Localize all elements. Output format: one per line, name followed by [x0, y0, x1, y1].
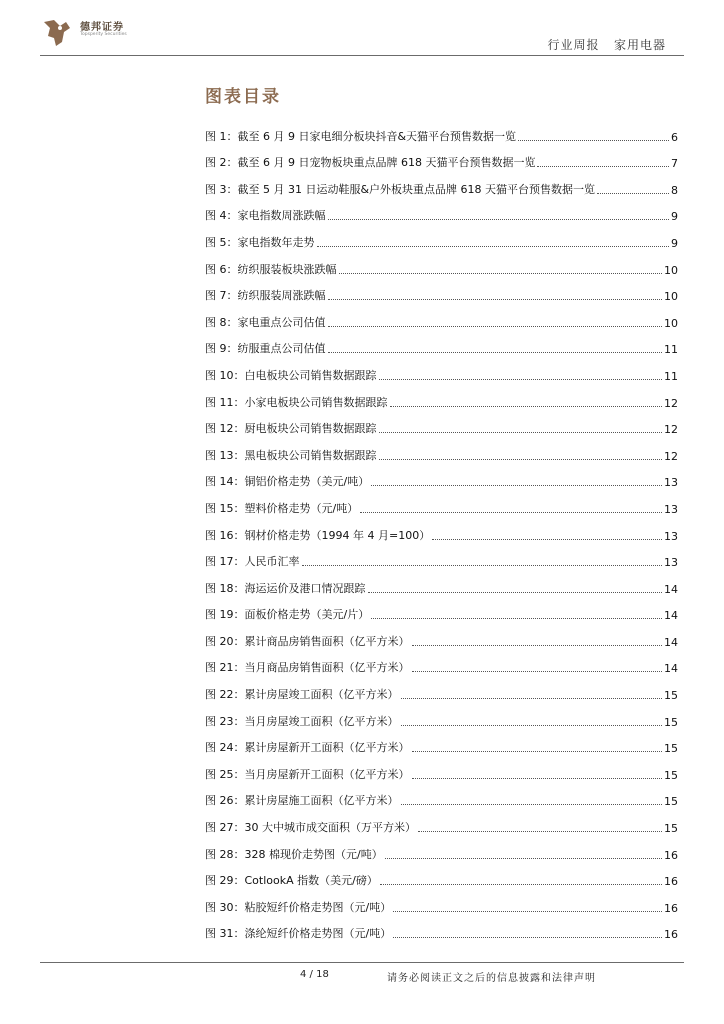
toc-entry-page: 6 [671, 130, 678, 144]
toc-entry[interactable] [205, 596, 678, 623]
dot-leader [360, 512, 662, 513]
toc-entry-page: 15 [664, 795, 678, 809]
dot-leader [401, 725, 663, 726]
toc-entry-label: 图 6：纺织服装板块涨跌幅 [205, 262, 337, 276]
dot-leader [412, 645, 663, 646]
toc-entry-label: 图 20：累计商品房销售面积（亿平方米） [205, 634, 410, 648]
toc-entry-label: 图 3：截至 5 月 31 日运动鞋服&户外板块重点品牌 618 天猫平台预售数据一览 [205, 182, 596, 196]
toc-entry[interactable] [205, 729, 678, 756]
toc-entry-page: 13 [664, 529, 678, 543]
toc-entry-page: 15 [664, 768, 678, 782]
toc-entry-page: 10 [664, 263, 678, 277]
dot-leader [401, 804, 663, 805]
dot-leader [302, 565, 663, 566]
dot-leader [432, 539, 662, 540]
toc-entry[interactable] [205, 250, 678, 277]
dot-leader [328, 219, 670, 220]
toc-entry-page: 13 [664, 556, 678, 570]
toc-entry[interactable] [205, 489, 678, 516]
toc-entry-label: 图 28：328 棉现价走势图（元/吨） [205, 847, 383, 861]
footer-divider [40, 962, 684, 963]
toc-entry[interactable] [205, 356, 678, 383]
toc-entry-page: 9 [671, 210, 678, 224]
dot-leader [380, 884, 662, 885]
toc-entry-label: 图 10：白电板块公司销售数据跟踪 [205, 368, 377, 382]
dot-leader [401, 698, 663, 699]
toc-entry-page: 15 [664, 822, 678, 836]
dot-leader [379, 459, 663, 460]
dot-leader [393, 911, 662, 912]
toc-entry-page: 15 [664, 742, 678, 756]
toc-entry[interactable] [205, 197, 678, 224]
toc-entry[interactable] [205, 543, 678, 570]
toc-entry-page: 9 [671, 236, 678, 250]
dot-leader [328, 299, 663, 300]
toc-entry[interactable] [205, 649, 678, 676]
figure-index-list [205, 117, 678, 941]
toc-entry-label: 图 8：家电重点公司估值 [205, 315, 326, 329]
toc-entry-page: 7 [671, 157, 678, 171]
toc-entry-label: 图 2：截至 6 月 9 日宠物板块重点品牌 618 天猫平台预售数据一览 [205, 156, 536, 170]
legal-disclaimer: 请务必阅读正文之后的信息披露和法律声明 [387, 973, 596, 984]
toc-entry[interactable] [205, 782, 678, 809]
dot-leader [317, 246, 670, 247]
toc-entry-label: 图 7：纺织服装周涨跌幅 [205, 289, 326, 303]
dot-leader [537, 166, 669, 167]
toc-entry[interactable] [205, 516, 678, 543]
toc-entry-label: 图 30：粘胶短纤价格走势图（元/吨） [205, 900, 392, 914]
toc-entry[interactable] [205, 675, 678, 702]
toc-entry[interactable] [205, 702, 678, 729]
toc-entry-label: 图 15：塑料价格走势（元/吨） [205, 501, 359, 515]
toc-entry-label: 图 16：钢材价格走势（1994 年 4 月=100） [205, 528, 431, 542]
report-type: 行业周报 [547, 38, 600, 52]
dot-leader [385, 858, 662, 859]
toc-entry[interactable] [205, 117, 678, 144]
toc-entry[interactable] [205, 862, 678, 889]
page-title: 图表目录 [205, 87, 281, 107]
toc-entry[interactable] [205, 277, 678, 304]
toc-entry[interactable] [205, 569, 678, 596]
toc-entry-label: 图 29：CotlookA 指数（美元/磅） [205, 874, 378, 888]
toc-entry-page: 11 [664, 369, 678, 383]
toc-entry-page: 16 [664, 848, 678, 862]
toc-entry-page: 10 [664, 316, 678, 330]
dot-leader [371, 485, 662, 486]
toc-entry-label: 图 4：家电指数周涨跌幅 [205, 209, 326, 223]
toc-entry-page: 12 [664, 423, 678, 437]
dot-leader [379, 379, 663, 380]
toc-entry-label: 图 9：纺服重点公司估值 [205, 342, 326, 356]
dot-leader [412, 751, 663, 752]
toc-entry-page: 10 [664, 290, 678, 304]
dot-leader [518, 140, 669, 141]
dot-leader [597, 193, 669, 194]
toc-entry[interactable] [205, 303, 678, 330]
toc-entry-label: 图 27：30 大中城市成交面积（万平方米） [205, 821, 416, 835]
toc-entry-label: 图 22：累计房屋竣工面积（亿平方米） [205, 688, 399, 702]
toc-entry[interactable] [205, 410, 678, 437]
toc-entry-label: 图 31：涤纶短纤价格走势图（元/吨） [205, 927, 392, 941]
toc-entry[interactable] [205, 622, 678, 649]
toc-entry-page: 12 [664, 396, 678, 410]
header-divider [40, 55, 684, 56]
dot-leader [412, 671, 663, 672]
dot-leader [393, 937, 662, 938]
toc-entry-label: 图 24：累计房屋新开工面积（亿平方米） [205, 741, 410, 755]
dot-leader [412, 778, 663, 779]
toc-entry-label: 图 11：小家电板块公司销售数据跟踪 [205, 395, 388, 409]
toc-entry[interactable] [205, 835, 678, 862]
toc-entry[interactable] [205, 170, 678, 197]
toc-entry-page: 14 [664, 635, 678, 649]
company-name: 德邦证券 [80, 22, 124, 33]
dot-leader [379, 432, 663, 433]
dot-leader [328, 352, 663, 353]
toc-entry-label: 图 14：铜铝价格走势（美元/吨） [205, 475, 370, 489]
industry-label: 家用电器 [613, 38, 666, 52]
toc-entry-page: 16 [664, 928, 678, 942]
toc-entry-page: 15 [664, 715, 678, 729]
toc-entry-label: 图 5：家电指数年走势 [205, 235, 315, 249]
toc-entry-label: 图 26：累计房屋施工面积（亿平方米） [205, 794, 399, 808]
dot-leader [371, 618, 662, 619]
dot-leader [390, 406, 663, 407]
toc-entry-label: 图 13：黑电板块公司销售数据跟踪 [205, 448, 377, 462]
toc-entry-page: 8 [671, 183, 678, 197]
toc-entry-label: 图 1：截至 6 月 9 日家电细分板块抖音&天猫平台预售数据一览 [205, 129, 517, 143]
toc-entry-label: 图 19：面板价格走势（美元/片） [205, 608, 370, 622]
page-header [0, 0, 724, 60]
toc-entry-page: 16 [664, 901, 678, 915]
toc-entry[interactable] [205, 463, 678, 490]
dot-leader [328, 326, 663, 327]
toc-entry[interactable] [205, 330, 678, 357]
report-category [547, 36, 666, 53]
toc-entry[interactable] [205, 383, 678, 410]
toc-entry-page: 14 [664, 662, 678, 676]
toc-entry-label: 图 18：海运运价及港口情况跟踪 [205, 581, 366, 595]
toc-entry[interactable] [205, 808, 678, 835]
toc-entry[interactable] [205, 144, 678, 171]
toc-entry-page: 14 [664, 582, 678, 596]
toc-entry-page: 15 [664, 689, 678, 703]
toc-entry[interactable] [205, 755, 678, 782]
toc-entry-label: 图 21：当月商品房销售面积（亿平方米） [205, 661, 410, 675]
company-logo [40, 16, 180, 50]
dot-leader [339, 273, 663, 274]
dot-leader [418, 831, 662, 832]
toc-entry-page: 13 [664, 502, 678, 516]
company-name-en: Topsperity Securities [80, 32, 127, 37]
page-number: 4 / 18 [300, 969, 329, 980]
dot-leader [368, 592, 663, 593]
toc-entry-page: 13 [664, 476, 678, 490]
toc-entry[interactable] [205, 915, 678, 942]
logo-emblem-icon [40, 16, 74, 50]
toc-entry-page: 12 [664, 449, 678, 463]
toc-entry-label: 图 17：人民币汇率 [205, 555, 300, 569]
toc-entry-label: 图 12：厨电板块公司销售数据跟踪 [205, 422, 377, 436]
toc-entry[interactable] [205, 436, 678, 463]
toc-entry[interactable] [205, 223, 678, 250]
toc-entry-page: 14 [664, 609, 678, 623]
toc-entry-page: 11 [664, 343, 678, 357]
toc-entry-label: 图 23：当月房屋竣工面积（亿平方米） [205, 714, 399, 728]
toc-entry-page: 16 [664, 875, 678, 889]
toc-entry-label: 图 25：当月房屋新开工面积（亿平方米） [205, 767, 410, 781]
toc-entry[interactable] [205, 888, 678, 915]
